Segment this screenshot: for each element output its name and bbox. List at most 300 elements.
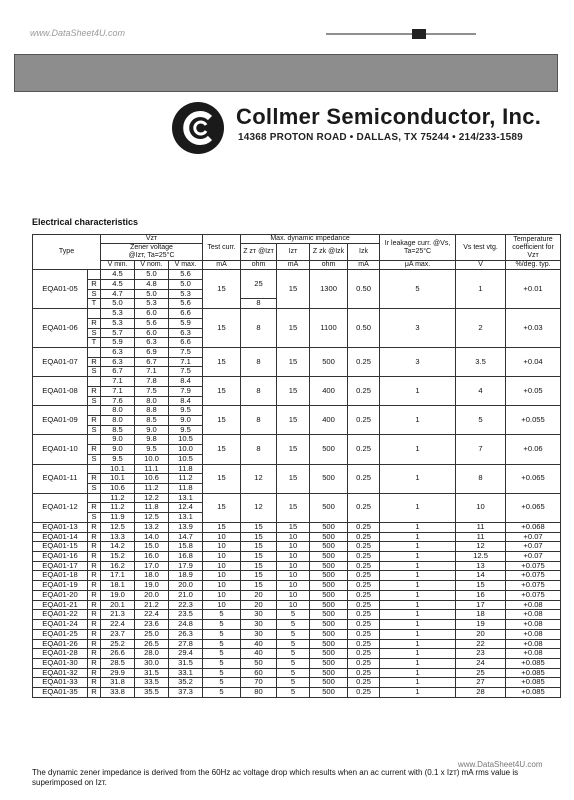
suffix-cell: S [88, 328, 101, 338]
vmax-cell: 11.8 [169, 464, 203, 474]
zzt-cell: 80 [241, 688, 277, 698]
tc-cell: +0.01 [506, 270, 561, 309]
vs-cell: 11 [456, 522, 506, 532]
vs-cell: 13 [456, 561, 506, 571]
tc-cell: +0.085 [506, 678, 561, 688]
zzt-cell: 8 [241, 435, 277, 464]
unit-zzt: ohm [241, 261, 277, 270]
suffix-cell: R [88, 522, 101, 532]
vmax-cell: 9.5 [169, 425, 203, 435]
izk-cell: 0.25 [348, 658, 380, 668]
vnom-cell: 12.5 [135, 513, 169, 523]
zzk-cell: 500 [310, 600, 348, 610]
type-cell: EQA01-24 [33, 620, 88, 630]
suffix-cell: S [88, 425, 101, 435]
unit-tc: %/deg. typ. [506, 261, 561, 270]
zzk-cell: 500 [310, 658, 348, 668]
tc-cell: +0.03 [506, 309, 561, 348]
vmax-cell: 7.1 [169, 357, 203, 367]
vmax-cell: 14.7 [169, 532, 203, 542]
izt-cell: 15 [277, 347, 310, 376]
zzk-cell: 500 [310, 610, 348, 620]
vmin-cell: 8.5 [101, 425, 135, 435]
zzt-cell: 15 [241, 542, 277, 552]
type-cell: EQA01-11 [33, 464, 88, 493]
section-title: Electrical characteristics [32, 217, 139, 227]
vmax-cell: 11.2 [169, 474, 203, 484]
vmin-cell: 14.2 [101, 542, 135, 552]
zzk-cell: 500 [310, 522, 348, 532]
ir-cell: 1 [380, 377, 456, 406]
vs-cell: 5 [456, 406, 506, 435]
zzt-cell: 15 [241, 532, 277, 542]
ir-cell: 1 [380, 552, 456, 562]
vmax-cell: 27.8 [169, 639, 203, 649]
unit-test: mA [203, 261, 241, 270]
vnom-cell: 35.5 [135, 688, 169, 698]
vnom-cell: 9.0 [135, 425, 169, 435]
izk-cell: 0.50 [348, 270, 380, 309]
izt-cell: 15 [277, 493, 310, 522]
tc-cell: +0.08 [506, 639, 561, 649]
vnom-cell: 17.0 [135, 561, 169, 571]
table-row [33, 620, 561, 630]
vs-cell: 1 [456, 270, 506, 309]
izk-cell: 0.25 [348, 532, 380, 542]
table-row [33, 629, 561, 639]
zzk-cell: 500 [310, 629, 348, 639]
izt-cell: 15 [277, 270, 310, 309]
zzt-cell: 30 [241, 610, 277, 620]
vnom-cell: 33.5 [135, 678, 169, 688]
izt-cell: 15 [277, 406, 310, 435]
izt-cell: 10 [277, 571, 310, 581]
suffix-cell: R [88, 639, 101, 649]
vmin-cell: 11.2 [101, 493, 135, 503]
vnom-cell: 5.0 [135, 289, 169, 299]
vmax-cell: 5.9 [169, 318, 203, 328]
vnom-cell: 22.4 [135, 610, 169, 620]
vnom-cell: 7.1 [135, 367, 169, 377]
vmax-cell: 20.0 [169, 581, 203, 591]
vmin-cell: 5.3 [101, 318, 135, 328]
vnom-cell: 21.2 [135, 600, 169, 610]
vmin-cell: 6.7 [101, 367, 135, 377]
footer-watermark: www.DataSheet4U.com [458, 760, 543, 769]
suffix-cell: R [88, 552, 101, 562]
ir-cell: 3 [380, 309, 456, 348]
vmin-cell: 11.9 [101, 513, 135, 523]
table-row [33, 581, 561, 591]
type-cell: EQA01-09 [33, 406, 88, 435]
suffix-cell: T [88, 338, 101, 348]
izk-cell: 0.25 [348, 347, 380, 376]
vs-cell: 28 [456, 688, 506, 698]
test-curr-cell: 5 [203, 639, 241, 649]
vnom-cell: 26.5 [135, 639, 169, 649]
zzt-cell: 50 [241, 658, 277, 668]
test-curr-cell: 10 [203, 561, 241, 571]
vnom-cell: 16.0 [135, 552, 169, 562]
vmax-cell: 5.3 [169, 289, 203, 299]
tc-cell: +0.075 [506, 581, 561, 591]
vnom-cell: 19.0 [135, 581, 169, 591]
vmin-cell: 5.7 [101, 328, 135, 338]
watermark-text: www.DataSheet4U.com [30, 28, 126, 38]
vs-cell: 8 [456, 464, 506, 493]
izk-cell: 0.25 [348, 600, 380, 610]
zzt-cell: 30 [241, 620, 277, 630]
suffix-cell [88, 406, 101, 416]
vmax-cell: 6.6 [169, 309, 203, 319]
zener-voltage-cond: @Izт, Ta=25°C [128, 252, 175, 260]
type-cell: EQA01-26 [33, 639, 88, 649]
vmin-cell: 9.0 [101, 445, 135, 455]
test-curr-cell: 15 [203, 347, 241, 376]
zzt-cell: 70 [241, 678, 277, 688]
type-cell: EQA01-08 [33, 377, 88, 406]
vmax-cell: 21.0 [169, 590, 203, 600]
izk-cell: 0.25 [348, 406, 380, 435]
vnom-cell: 4.8 [135, 279, 169, 289]
zzt-cell: 8 [241, 377, 277, 406]
type-cell: EQA01-17 [33, 561, 88, 571]
suffix-cell: R [88, 415, 101, 425]
vs-cell: 4 [456, 377, 506, 406]
izk-cell: 0.25 [348, 620, 380, 630]
vs-cell: 25 [456, 668, 506, 678]
type-cell: EQA01-15 [33, 542, 88, 552]
vmin-cell: 4.5 [101, 270, 135, 280]
zzt-cell: 15 [241, 522, 277, 532]
vmin-cell: 5.0 [101, 299, 135, 309]
suffix-cell: T [88, 299, 101, 309]
vnom-cell: 6.0 [135, 328, 169, 338]
izk-cell: 0.25 [348, 688, 380, 698]
zzk-cell: 500 [310, 347, 348, 376]
vmax-cell: 16.8 [169, 552, 203, 562]
vmin-cell: 5.9 [101, 338, 135, 348]
type-cell: EQA01-28 [33, 649, 88, 659]
header-vmax: V max. [169, 261, 203, 270]
vmin-cell: 20.1 [101, 600, 135, 610]
header-izk: Izk [348, 244, 380, 261]
izt-cell: 5 [277, 620, 310, 630]
vmin-cell: 31.8 [101, 678, 135, 688]
test-curr-cell: 10 [203, 600, 241, 610]
vmin-cell: 7.1 [101, 377, 135, 387]
vmin-cell: 12.5 [101, 522, 135, 532]
zzt-cell: 8 [241, 406, 277, 435]
vnom-cell: 8.0 [135, 396, 169, 406]
zzk-cell: 500 [310, 678, 348, 688]
tc-cell: +0.06 [506, 435, 561, 464]
tc-cell: +0.065 [506, 464, 561, 493]
vmax-cell: 7.5 [169, 367, 203, 377]
vmax-cell: 37.3 [169, 688, 203, 698]
tc-cell: +0.085 [506, 688, 561, 698]
test-curr-cell: 15 [203, 270, 241, 309]
ir-cell: 1 [380, 610, 456, 620]
izt-cell: 10 [277, 542, 310, 552]
vnom-cell: 8.8 [135, 406, 169, 416]
izk-cell: 0.25 [348, 678, 380, 688]
suffix-cell: R [88, 678, 101, 688]
type-cell: EQA01-10 [33, 435, 88, 464]
vmin-cell: 29.9 [101, 668, 135, 678]
test-curr-cell: 5 [203, 649, 241, 659]
tc-cell: +0.075 [506, 590, 561, 600]
izt-cell: 15 [277, 464, 310, 493]
ir-cell: 1 [380, 688, 456, 698]
tc-cell: +0.08 [506, 629, 561, 639]
test-curr-cell: 10 [203, 552, 241, 562]
test-curr-cell: 15 [203, 435, 241, 464]
vmax-cell: 5.6 [169, 270, 203, 280]
suffix-cell: S [88, 513, 101, 523]
table-row [33, 552, 561, 562]
suffix-cell: R [88, 474, 101, 484]
vmax-cell: 18.9 [169, 571, 203, 581]
izk-cell: 0.25 [348, 590, 380, 600]
zzk-cell: 500 [310, 561, 348, 571]
izk-cell: 0.25 [348, 522, 380, 532]
izt-cell: 5 [277, 668, 310, 678]
vmin-cell: 11.2 [101, 503, 135, 513]
type-cell: EQA01-22 [33, 610, 88, 620]
vnom-cell: 8.5 [135, 415, 169, 425]
vmin-cell: 4.7 [101, 289, 135, 299]
izt-cell: 5 [277, 639, 310, 649]
izk-cell: 0.25 [348, 649, 380, 659]
suffix-cell: R [88, 649, 101, 659]
type-cell: EQA01-16 [33, 552, 88, 562]
header-zzt: Z zт @Izт [241, 244, 277, 261]
company-name: Collmer Semiconductor, Inc. [236, 104, 542, 129]
vmin-cell: 8.0 [101, 415, 135, 425]
suffix-cell: S [88, 289, 101, 299]
vs-cell: 12.5 [456, 552, 506, 562]
test-curr-cell: 5 [203, 629, 241, 639]
vnom-cell: 13.2 [135, 522, 169, 532]
zzk-cell: 500 [310, 639, 348, 649]
vs-cell: 11 [456, 532, 506, 542]
type-cell: EQA01-21 [33, 600, 88, 610]
electrical-characteristics-table [32, 234, 561, 698]
suffix-cell: R [88, 357, 101, 367]
vnom-cell: 20.0 [135, 590, 169, 600]
vmax-cell: 7.5 [169, 347, 203, 357]
header-test-curr: Test curr. [203, 235, 241, 261]
vmax-cell: 31.5 [169, 658, 203, 668]
zzt-cell: 8 [241, 347, 277, 376]
vnom-cell: 5.3 [135, 299, 169, 309]
type-cell: EQA01-30 [33, 658, 88, 668]
vmin-cell: 21.3 [101, 610, 135, 620]
ir-cell: 1 [380, 678, 456, 688]
header-banner [14, 54, 558, 92]
vs-cell: 3.5 [456, 347, 506, 376]
suffix-cell [88, 347, 101, 357]
vs-cell: 7 [456, 435, 506, 464]
vmin-cell: 19.0 [101, 590, 135, 600]
izk-cell: 0.50 [348, 309, 380, 348]
izt-cell: 10 [277, 590, 310, 600]
zzt-cell: 15 [241, 571, 277, 581]
ir-cell: 1 [380, 522, 456, 532]
suffix-cell: R [88, 571, 101, 581]
zzt-cell: 40 [241, 649, 277, 659]
vnom-cell: 28.0 [135, 649, 169, 659]
izt-cell: 5 [277, 688, 310, 698]
vmax-cell: 23.5 [169, 610, 203, 620]
ir-cell: 1 [380, 561, 456, 571]
test-curr-cell: 15 [203, 493, 241, 522]
vnom-cell: 5.0 [135, 270, 169, 280]
vs-cell: 22 [456, 639, 506, 649]
vmin-cell: 10.1 [101, 464, 135, 474]
vnom-cell: 31.5 [135, 668, 169, 678]
ir-cell: 1 [380, 571, 456, 581]
vnom-cell: 18.0 [135, 571, 169, 581]
zzk-cell: 400 [310, 406, 348, 435]
ir-cell: 1 [380, 668, 456, 678]
ir-cell: 1 [380, 600, 456, 610]
zzt-cell: 8 [241, 309, 277, 348]
vmin-cell: 4.5 [101, 279, 135, 289]
test-curr-cell: 5 [203, 688, 241, 698]
type-cell: EQA01-33 [33, 678, 88, 688]
tc-cell: +0.08 [506, 620, 561, 630]
vnom-cell: 9.8 [135, 435, 169, 445]
test-curr-cell: 5 [203, 610, 241, 620]
header-izt: Izт [277, 244, 310, 261]
vnom-cell: 12.2 [135, 493, 169, 503]
zzk-cell: 500 [310, 581, 348, 591]
suffix-cell [88, 270, 101, 280]
vnom-cell: 11.8 [135, 503, 169, 513]
test-curr-cell: 5 [203, 620, 241, 630]
izk-cell: 0.25 [348, 435, 380, 464]
header-ir: Ir leakage curr. @Vs, Ta=25°C [380, 235, 456, 261]
izk-cell: 0.25 [348, 561, 380, 571]
zzt-cell: 15 [241, 552, 277, 562]
tc-cell: +0.068 [506, 522, 561, 532]
vnom-cell: 5.6 [135, 318, 169, 328]
zzk-cell: 500 [310, 542, 348, 552]
suffix-cell: R [88, 318, 101, 328]
izk-cell: 0.25 [348, 571, 380, 581]
table-row [33, 649, 561, 659]
suffix-cell: R [88, 590, 101, 600]
zzt-cell: 8 [241, 299, 277, 309]
tc-cell: +0.075 [506, 571, 561, 581]
tc-cell: +0.08 [506, 649, 561, 659]
vmax-cell: 5.0 [169, 279, 203, 289]
vnom-cell: 25.0 [135, 629, 169, 639]
izk-cell: 0.25 [348, 493, 380, 522]
vmax-cell: 15.8 [169, 542, 203, 552]
zzt-cell: 20 [241, 600, 277, 610]
table-row [33, 590, 561, 600]
type-cell: EQA01-32 [33, 668, 88, 678]
vnom-cell: 11.1 [135, 464, 169, 474]
vnom-cell: 7.5 [135, 386, 169, 396]
vs-cell: 12 [456, 542, 506, 552]
test-curr-cell: 5 [203, 658, 241, 668]
tc-cell: +0.05 [506, 377, 561, 406]
tc-cell: +0.04 [506, 347, 561, 376]
ir-cell: 1 [380, 649, 456, 659]
type-cell: EQA01-06 [33, 309, 88, 348]
test-curr-cell: 10 [203, 571, 241, 581]
zzk-cell: 500 [310, 590, 348, 600]
suffix-cell: R [88, 445, 101, 455]
izk-cell: 0.25 [348, 552, 380, 562]
vmin-cell: 28.5 [101, 658, 135, 668]
unit-izt: mA [277, 261, 310, 270]
vs-cell: 14 [456, 571, 506, 581]
vmax-cell: 9.5 [169, 406, 203, 416]
zzt-cell: 12 [241, 464, 277, 493]
zzt-cell: 20 [241, 590, 277, 600]
ir-cell: 1 [380, 406, 456, 435]
vmax-cell: 22.3 [169, 600, 203, 610]
suffix-cell [88, 309, 101, 319]
vnom-cell: 15.0 [135, 542, 169, 552]
type-cell: EQA01-07 [33, 347, 88, 376]
ir-cell: 1 [380, 639, 456, 649]
table-row [33, 270, 561, 280]
vmin-cell: 6.3 [101, 347, 135, 357]
izk-cell: 0.25 [348, 542, 380, 552]
izk-cell: 0.25 [348, 639, 380, 649]
type-cell: EQA01-35 [33, 688, 88, 698]
suffix-cell: R [88, 600, 101, 610]
test-curr-cell: 10 [203, 542, 241, 552]
vs-cell: 2 [456, 309, 506, 348]
vmin-cell: 33.8 [101, 688, 135, 698]
ir-cell: 1 [380, 532, 456, 542]
suffix-cell: S [88, 454, 101, 464]
ir-cell: 3 [380, 347, 456, 376]
vnom-cell: 6.0 [135, 309, 169, 319]
zzk-cell: 500 [310, 620, 348, 630]
vmin-cell: 26.6 [101, 649, 135, 659]
vmax-cell: 33.1 [169, 668, 203, 678]
izt-cell: 10 [277, 581, 310, 591]
vmax-cell: 35.2 [169, 678, 203, 688]
vnom-cell: 7.8 [135, 377, 169, 387]
test-curr-cell: 5 [203, 668, 241, 678]
unit-zzk: ohm [310, 261, 348, 270]
vmin-cell: 10.1 [101, 474, 135, 484]
header-zzk: Z zk @Izk [310, 244, 348, 261]
ir-cell: 1 [380, 629, 456, 639]
table-row [33, 522, 561, 532]
suffix-cell: R [88, 532, 101, 542]
vmax-cell: 8.4 [169, 396, 203, 406]
suffix-cell: R [88, 542, 101, 552]
vmin-cell: 7.1 [101, 386, 135, 396]
test-curr-cell: 15 [203, 406, 241, 435]
izt-cell: 5 [277, 649, 310, 659]
suffix-cell: R [88, 279, 101, 289]
zzk-cell: 500 [310, 493, 348, 522]
izt-cell: 5 [277, 610, 310, 620]
zzt-cell: 15 [241, 561, 277, 571]
ir-cell: 1 [380, 435, 456, 464]
